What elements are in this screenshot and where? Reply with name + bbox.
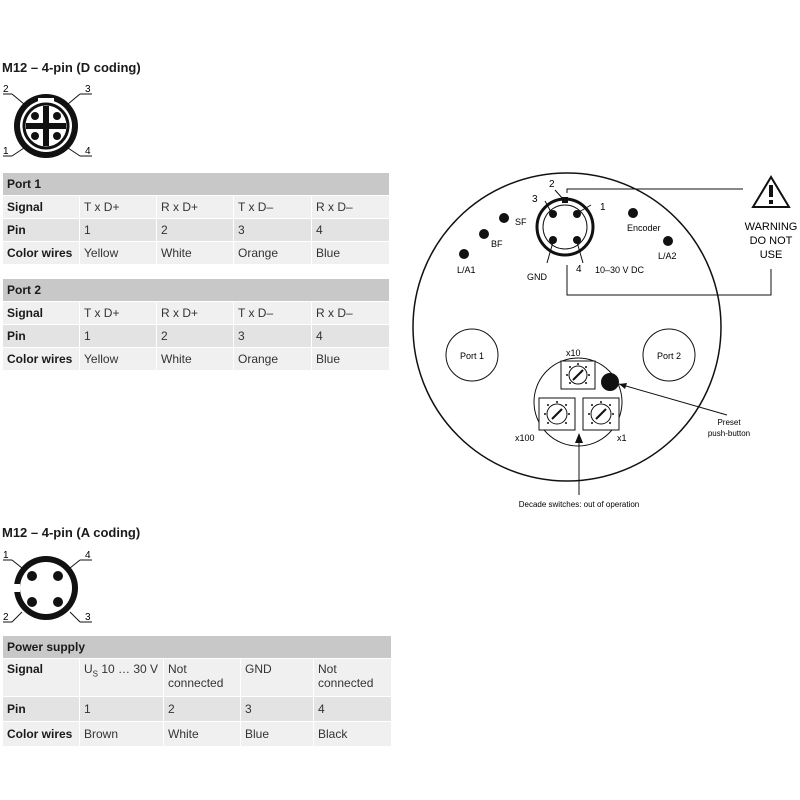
table-cell: R x D+ xyxy=(157,302,234,325)
decade-switches-label: Decade switches: out of operation xyxy=(518,500,640,509)
table-cell: Orange xyxy=(234,348,312,371)
m12-a-coding-connector-icon xyxy=(0,544,100,628)
pin-label: 4 xyxy=(85,550,91,561)
table-cell: R x D– xyxy=(312,302,390,325)
table-cell: Yellow xyxy=(80,348,157,371)
pin-label: 1 xyxy=(3,550,9,561)
table-cell: White xyxy=(164,722,241,747)
table-cell: 1 xyxy=(80,325,157,348)
table-cell: 4 xyxy=(314,697,392,722)
us-range: 10 … 30 V xyxy=(98,662,159,676)
table-cell: 2 xyxy=(157,219,234,242)
table-cell: 1 xyxy=(80,219,157,242)
table-cell: White xyxy=(157,348,234,371)
port2-label: Port 2 xyxy=(656,351,682,361)
table-cell: 1 xyxy=(80,697,164,722)
connector-pin-label: 1 xyxy=(600,202,606,213)
led-sf xyxy=(499,213,509,223)
table-cell: Yellow xyxy=(80,242,157,265)
rotary-switch-x10-icon xyxy=(561,361,595,389)
rotary-switch-x100-icon xyxy=(539,398,575,430)
table-cell: T x D+ xyxy=(80,302,157,325)
pin-label: 3 xyxy=(85,84,91,95)
m12-connector-icon xyxy=(537,197,593,255)
table-cell: 2 xyxy=(157,325,234,348)
table-cell: R x D– xyxy=(312,196,390,219)
rotary-switch-x1-icon xyxy=(583,398,619,430)
section-title-d-coding: M12 – 4-pin (D coding) xyxy=(2,60,141,75)
led-encoder xyxy=(628,208,638,218)
connector-pin-label: 4 xyxy=(576,264,582,275)
led-sf-label: SF xyxy=(515,217,527,227)
port2-title: Port 2 xyxy=(3,279,390,302)
preset-push-button[interactable] xyxy=(601,373,619,391)
warning-triangle-icon xyxy=(753,177,789,207)
pin-label: 4 xyxy=(85,146,91,157)
row-label: Signal xyxy=(3,196,80,219)
led-encoder-label: Encoder xyxy=(627,223,661,233)
row-label: Color wires xyxy=(3,348,80,371)
connector-pin-label: 3 xyxy=(532,194,538,205)
table-cell: 3 xyxy=(234,325,312,348)
table-cell: 4 xyxy=(312,219,390,242)
supply-voltage-cell xyxy=(80,659,164,697)
port2-table xyxy=(2,278,390,371)
preset-label: push-button xyxy=(707,429,751,438)
warning-text: DO NOT xyxy=(749,235,793,247)
table-cell: 2 xyxy=(164,697,241,722)
table-cell: 3 xyxy=(241,697,314,722)
table-cell: Not connected xyxy=(164,659,241,697)
m12-d-coding-connector-icon xyxy=(0,80,100,162)
connector-pin-label: 2 xyxy=(549,179,555,190)
power-title: Power supply xyxy=(3,636,392,659)
table-cell: T x D– xyxy=(234,302,312,325)
pin-label: 1 xyxy=(3,146,9,157)
switch-x1-label: x1 xyxy=(617,433,627,443)
led-la1 xyxy=(459,249,469,259)
switch-x10-label: x10 xyxy=(566,348,581,358)
row-label: Signal xyxy=(3,659,80,697)
port1-table xyxy=(2,172,390,265)
table-cell: Brown xyxy=(80,722,164,747)
table-cell: White xyxy=(157,242,234,265)
table-cell: Blue xyxy=(241,722,314,747)
led-bf-label: BF xyxy=(491,239,503,249)
table-cell: GND xyxy=(241,659,314,697)
table-cell: T x D– xyxy=(234,196,312,219)
row-label: Pin xyxy=(3,219,80,242)
table-cell: R x D+ xyxy=(157,196,234,219)
row-label: Pin xyxy=(3,325,80,348)
row-label: Color wires xyxy=(3,722,80,747)
table-cell: T x D+ xyxy=(80,196,157,219)
table-cell: Not connected xyxy=(314,659,392,697)
row-label: Color wires xyxy=(3,242,80,265)
preset-label: Preset xyxy=(717,418,741,427)
pin-label: 2 xyxy=(3,612,9,623)
power-supply-table xyxy=(2,635,392,747)
row-label: Pin xyxy=(3,697,80,722)
pin-label: 3 xyxy=(85,612,91,623)
led-bf xyxy=(479,229,489,239)
led-la2 xyxy=(663,236,673,246)
gnd-label: GND xyxy=(527,272,547,282)
table-cell: Blue xyxy=(312,242,390,265)
pin-label: 2 xyxy=(3,84,9,95)
table-cell: 3 xyxy=(234,219,312,242)
warning-text: WARNING xyxy=(744,221,798,233)
port1-title: Port 1 xyxy=(3,173,390,196)
warning-text: USE xyxy=(759,249,783,261)
table-cell: Black xyxy=(314,722,392,747)
section-title-a-coding: M12 – 4-pin (A coding) xyxy=(2,525,141,540)
us-subscript: S xyxy=(92,669,99,679)
port1-label: Port 1 xyxy=(459,351,485,361)
device-front-diagram xyxy=(405,165,800,515)
led-la2-label: L/A2 xyxy=(658,251,677,261)
supply-label: 10–30 V DC xyxy=(595,265,645,275)
switch-x100-label: x100 xyxy=(515,433,535,443)
table-cell: Blue xyxy=(312,348,390,371)
table-cell: 4 xyxy=(312,325,390,348)
led-la1-label: L/A1 xyxy=(457,265,476,275)
table-cell: Orange xyxy=(234,242,312,265)
us-symbol: U xyxy=(84,662,93,676)
row-label: Signal xyxy=(3,302,80,325)
